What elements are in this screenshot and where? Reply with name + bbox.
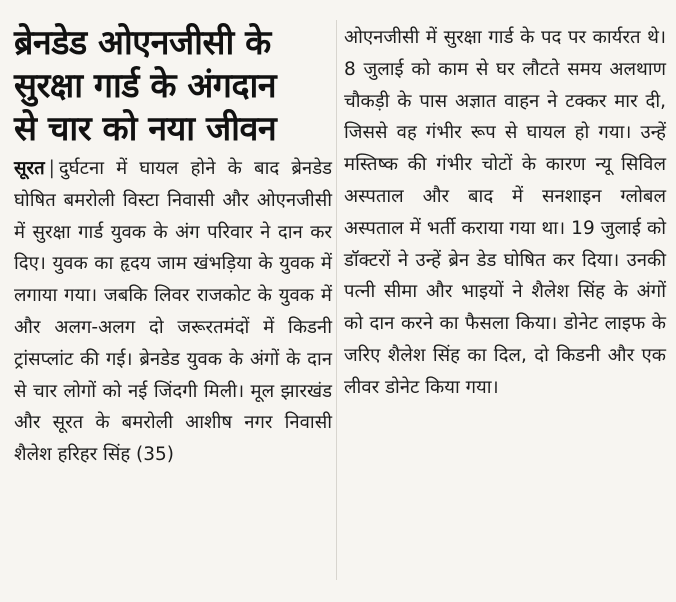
right-body-text: ओएनजीसी में सुरक्षा गार्ड के पद पर कार्यरत थे। 8 जुलाई को काम से घर लौटते समय अलथाण चौकड़ी के पास अज्ञात वाहन ने टक्कर मार दी, जिससे वह गंभीर रूप से घायल हो गया। उन्हें मस्तिष्क की गंभीर चोटों के कारण न्यू सिविल अस्पताल और बाद में सनशाइन ग्लोबल अस्पताल में भर्ती कराया गया था। 19 जुलाई को डॉक्टरों ने उन्हें ब्रेन डेड घोषित कर दिया। उनकी पत्नी सीमा और भाइयों ने शैलेश सिंह के अंगों को दान करने का फैसला किया। डोनेट लाइफ के जरिए शैलेश सिंह का दिल, दो किडनी और एक लीवर डोनेट किया गया।	[344, 27, 666, 398]
article-headline: ब्रेनडेड ओएनजीसी के सुरक्षा गार्ड के अंगदान से चार को नया जीवन	[14, 23, 277, 149]
left-column	[14, 22, 332, 471]
dateline: सूरत	[14, 158, 45, 179]
right-column	[344, 22, 666, 404]
dateline-separator: |	[48, 158, 55, 179]
left-body-content: दुर्घटना में घायल होने के बाद ब्रेनडेड घोषित बमरोली विस्टा निवासी और ओएनजीसी में सुरक्षा गार्ड युवक के अंग परिवार ने दान कर दिए। युवक का हृदय जाम खंभड़िया के युवक में लगाया गया। जबकि लिवर राजकोट के युवक में और अलग-अलग दो जरूरतमंदों में किडनी ट्रांसप्लांट की गई। ब्रेनडेड युवक के अंगों के दान से चार लोगों को नई जिंदगी मिली। मूल झारखंड और सूरत के बमरोली आशीष नगर निवासी शैलेश हरिहर सिंह (35)	[14, 158, 332, 466]
column-divider	[336, 20, 337, 580]
left-body-text	[14, 153, 332, 471]
